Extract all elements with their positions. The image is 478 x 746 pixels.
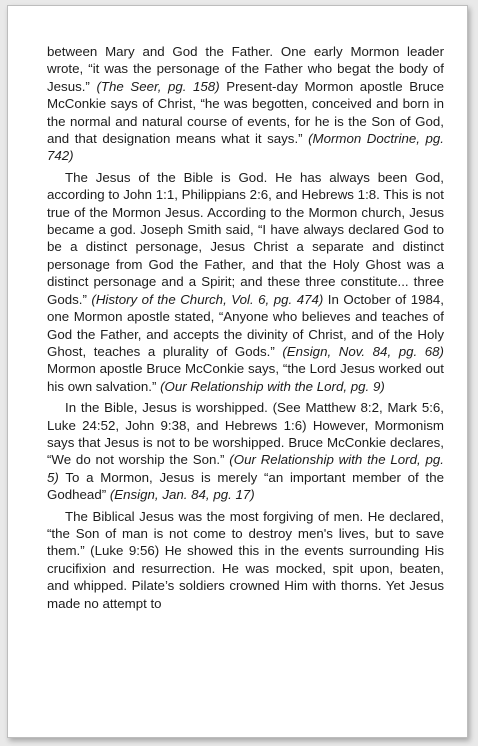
paragraph-3: [47, 399, 444, 503]
paragraph-1: [47, 43, 444, 165]
citation: (History of the Church, Vol. 6, pg. 474): [91, 291, 324, 307]
document-page: [7, 5, 468, 738]
citation: (Ensign, Jan. 84, pg. 17): [109, 487, 255, 503]
text-run: The Biblical Jesus was the most forgiving of men. He declared, “the Son of man is not come to destroy men's lives, but to save them.” (Luke 9:56) He showed this in the events surrounding His crucifixion and resurrection. He was mocked, spit upon, beaten, and whipped. Pilate’s soldiers crowned Him with thorns. Yet Jesus made no attempt to: [47, 508, 444, 611]
text-run: between Mary and God the Father. One early Mormon leader wrote, “it was the personage of the Father who begat the body of Jesus.”: [47, 44, 444, 94]
citation: (Our Relationship with the Lord, pg. 9): [160, 378, 385, 394]
paragraph-2: [47, 169, 444, 395]
paragraph-4: [47, 508, 444, 612]
citation: (Ensign, Nov. 84, pg. 68): [282, 343, 444, 359]
text-run: In the Bible, Jesus is worshipped. (See Matthew 8:2, Mark 5:6, Luke 24:52, John 9:38, and Hebrews 1:6) However, Mormonism says that Jesus is not to be worshipped. Bruce McConkie declares, “We do not worship the Son.”: [47, 400, 444, 468]
text-run: The Jesus of the Bible is God. He has always been God, according to John 1:1, Philippians 2:6, and Hebrews 1:8. This is not true of the Mormon Jesus. According to the Mormon church, Jesus became a god. Joseph Smith said, “I have always declared God to be a distinct personage, Jesus Christ a separate and distinct personage from God the Father, and that the Holy Ghost was a distinct personage and a Spirit; and these three constitute... three Gods.”: [47, 169, 444, 307]
citation: (Mormon Doctrine, pg. 742): [47, 131, 444, 164]
body-text: [47, 43, 444, 612]
citation: (The Seer, pg. 158): [96, 78, 220, 94]
text-run: Mormon apostle Bruce McConkie says, “the Lord Jesus worked out his own salvation.”: [47, 361, 444, 394]
text-run: To a Mormon, Jesus is merely “an important member of the Godhead”: [47, 469, 444, 503]
citation: (Our Relationship with the Lord, pg. 5): [47, 452, 444, 485]
text-run: In October of 1984, one Mormon apostle stated, “Anyone who believes and teaches of God the Father, and accepts the divinity of Christ, and of the Holy Ghost, teaches a plurality of Gods.”: [47, 291, 444, 359]
text-run: Present-day Mormon apostle Bruce McConkie says of Christ, “he was begotten, conceived and born in the normal and natural course of events, for he is the Son of God, and that designation means what it says.”: [47, 78, 444, 147]
